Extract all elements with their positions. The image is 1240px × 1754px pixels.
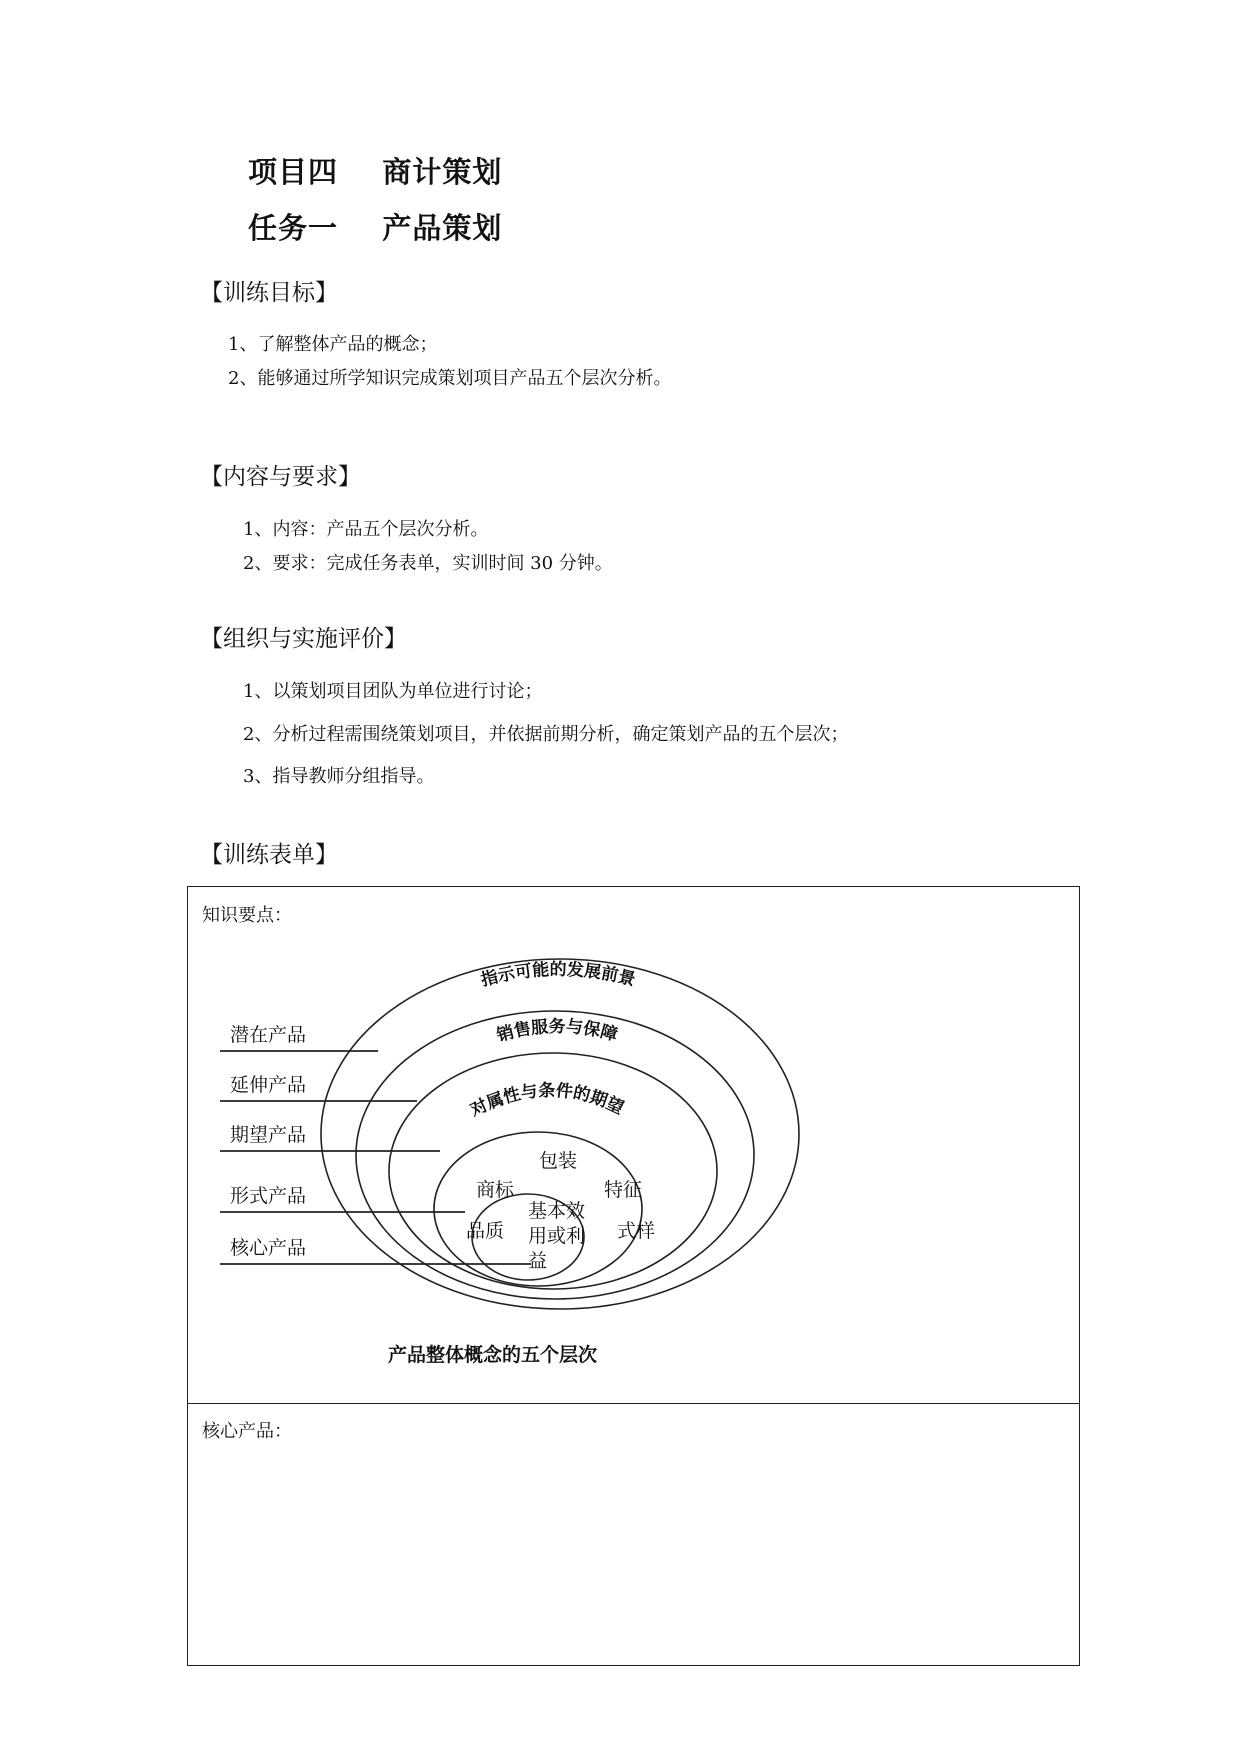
training-goal-item-2: 2、能够通过所学知识完成策划项目产品五个层次分析。 [228,368,672,389]
core-product-label: 核心产品： [202,1421,292,1442]
project-title: 项目四 商计策划 [248,155,503,189]
core-benefit-line-1: 基本效 [528,1200,586,1222]
level-label-potential: 潜在产品 [230,1024,307,1046]
organization-heading: 【组织与实施评价】 [200,626,407,652]
organization-item-2: 2、分析过程需围绕策划项目，并依据前期分析，确定策划产品的五个层次； [243,724,849,745]
feature-packaging: 包装 [539,1150,578,1172]
feature-quality: 品质 [466,1220,505,1242]
level-label-expected: 期望产品 [230,1124,307,1146]
feature-characteristic: 特征 [604,1179,643,1201]
knowledge-points-label: 知识要点： [202,905,292,926]
feature-brand: 商标 [476,1179,515,1201]
training-goal-item-1: 1、了解整体产品的概念； [228,334,438,355]
feature-style: 式样 [617,1220,656,1242]
content-item-1: 1、内容：产品五个层次分析。 [243,519,489,540]
organization-item-3: 3、指导教师分组指导。 [243,766,435,787]
arc-label-development: 指示可能的发展前景 [478,959,638,991]
arc-label-service: 销售服务与保障 [494,1016,620,1047]
form-divider [188,1403,1079,1404]
level-label-core: 核心产品 [230,1237,307,1259]
level-label-extended: 延伸产品 [230,1074,307,1096]
organization-item-1: 1、以策划项目团队为单位进行讨论； [243,681,543,702]
core-benefit-line-2: 用或利 [528,1225,586,1247]
five-levels-diagram [188,887,1078,1401]
core-benefit-line-3: 益 [528,1250,548,1272]
diagram-caption: 产品整体概念的五个层次 [388,1344,598,1366]
training-goal-heading: 【训练目标】 [200,280,338,306]
training-form-heading: 【训练表单】 [200,842,338,868]
content-requirements-heading: 【内容与要求】 [200,464,361,490]
training-form-table [187,886,1080,1666]
requirement-item-2: 2、要求：完成任务表单，实训时间 30 分钟。 [243,553,613,574]
core-product-answer-area[interactable] [198,1447,1069,1655]
task-title: 任务一 产品策划 [248,211,503,245]
arc-label-expectation: 对属性与条件的期望 [467,1080,627,1121]
level-label-formal: 形式产品 [230,1185,307,1207]
